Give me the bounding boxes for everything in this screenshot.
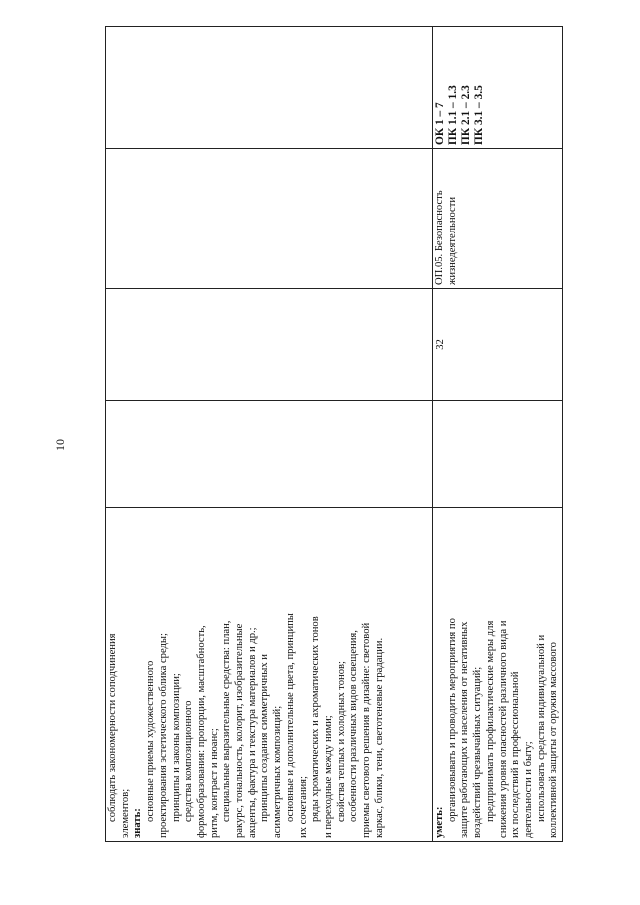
text-line: средства композиционного bbox=[183, 700, 195, 822]
text-line: ракурс, тональность, колорит, изобразительные bbox=[234, 623, 246, 838]
discipline-cell: ОП.05. Безопасность жизнедеятельности bbox=[433, 149, 563, 289]
competency-pk3: ПК 3.1 – 3.5 bbox=[473, 85, 486, 145]
text-line: снижения уровня опасностей различного вида и bbox=[497, 620, 509, 838]
table-row bbox=[106, 27, 433, 842]
curriculum-table bbox=[105, 26, 563, 842]
text-line: основные и дополнительные цвета, принципы bbox=[284, 613, 296, 822]
skills-list bbox=[434, 511, 561, 838]
text-line: соблюдать закономерности соподчинения bbox=[107, 633, 118, 822]
skills-cell bbox=[433, 508, 563, 842]
text-line: защите работающих и населения от негативных bbox=[459, 621, 471, 838]
empty-cell bbox=[433, 401, 563, 508]
text-line: элементов; bbox=[119, 788, 131, 838]
text-line: ритм, контраст и нюанс; bbox=[208, 728, 220, 838]
text-line: приемы светового решения в дизайне: световой bbox=[361, 622, 373, 838]
page-number: 10 bbox=[53, 439, 67, 451]
text-line: использовать средства индивидуальной и bbox=[535, 634, 547, 822]
competency-pk1: ПК 1.1 – 1.3 bbox=[447, 85, 460, 145]
text-line: акценты, фактура и текстура материалов и др.; bbox=[246, 627, 258, 838]
text-line: ряды хроматических и ахроматических тонов bbox=[310, 616, 322, 822]
text-line: свойства теплых и холодных тонов; bbox=[335, 661, 347, 822]
text-line: коллективной защиты от оружия массового bbox=[548, 642, 560, 838]
text-line: каркас, блики, тени, светотеневые градации. bbox=[373, 637, 385, 838]
empty-cell bbox=[106, 149, 433, 289]
text-line: принципы и законы композиции; bbox=[170, 673, 182, 822]
text-line: основные приемы художественного bbox=[145, 660, 157, 822]
hours-cell: 32 bbox=[433, 289, 563, 401]
text-line: предпринимать профилактические меры для bbox=[484, 620, 496, 822]
empty-cell bbox=[106, 289, 433, 401]
rotated-page-content bbox=[105, 62, 560, 842]
empty-cell bbox=[106, 401, 433, 508]
text-line: формообразования: пропорции, масштабность, bbox=[195, 625, 207, 838]
text-line: деятельности и быту; bbox=[522, 741, 534, 838]
table-row bbox=[433, 27, 563, 842]
knowledge-cell bbox=[106, 508, 433, 842]
text-line: воздействий чрезвычайных ситуаций; bbox=[472, 666, 484, 838]
competency-pk2: ПК 2.1 – 2.3 bbox=[460, 85, 473, 145]
section-heading: уметь: bbox=[434, 806, 445, 838]
text-line: проектирования эстетического облика среды; bbox=[157, 633, 169, 838]
text-line: асимметричных композиций; bbox=[272, 705, 284, 838]
text-line: их сочетания; bbox=[297, 776, 309, 838]
section-heading: знать: bbox=[132, 808, 144, 838]
competencies-cell bbox=[433, 27, 563, 149]
competency-ok: ОК 1 – 7 bbox=[434, 102, 446, 145]
text-line: принципы создания симметричных и bbox=[259, 654, 271, 822]
text-line: их последствий в профессиональной bbox=[510, 671, 522, 838]
text-line: особенности различных видов освещения, bbox=[348, 630, 360, 822]
knowledge-list bbox=[107, 511, 386, 838]
text-line: специальные выразительные средства: план, bbox=[221, 620, 233, 822]
empty-cell bbox=[106, 27, 433, 149]
text-line: и переходные между ними; bbox=[322, 715, 334, 838]
text-line: организовывать и проводить мероприятия по bbox=[446, 618, 458, 822]
